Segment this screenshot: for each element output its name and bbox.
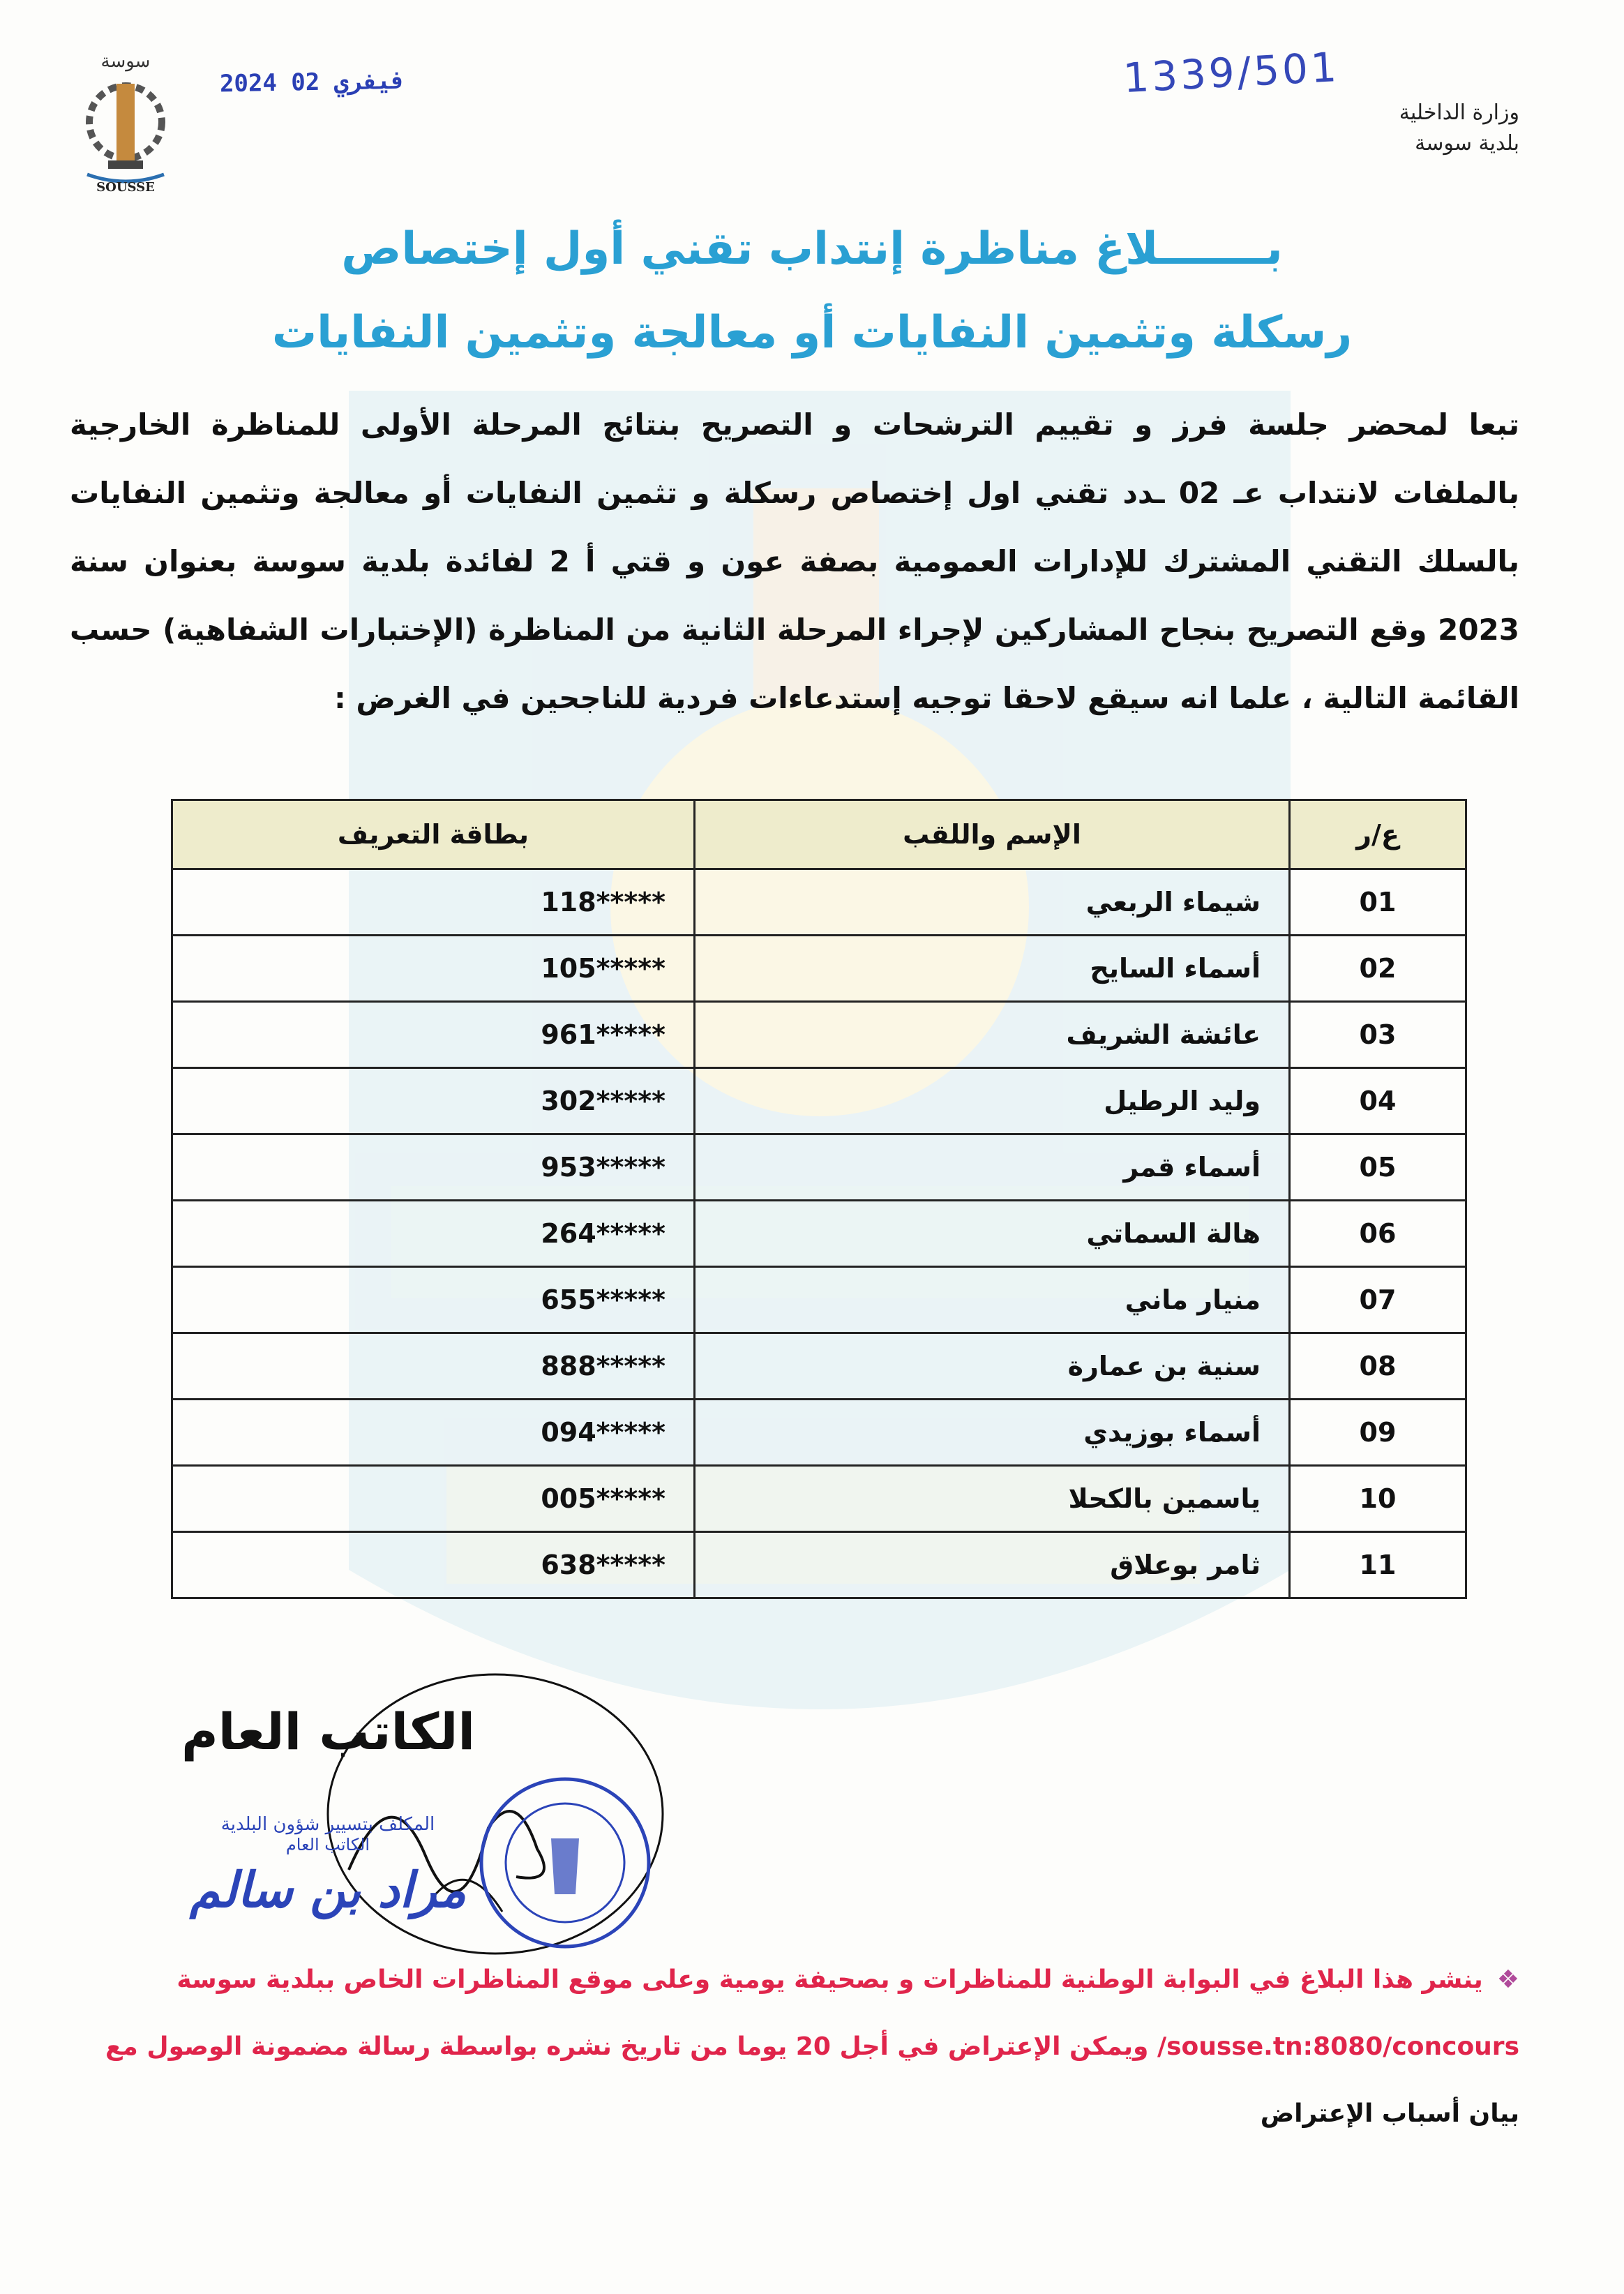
row-number: 04 <box>1290 1068 1466 1134</box>
row-id-card <box>172 936 695 1002</box>
title-line-2: رسكلة وتثمين النفايات أو معالجة وتثمين النفايات <box>271 307 1353 359</box>
announcement-body: تبعا لمحضر جلسة فرز و تقييم الترشحات و التصريح بنتائج المرحلة الأولى للمناظرة الخارجية بالملفات لانتداب عـ 02 ـدد تقني اول إختصاص رسكلة و تثمين النفايات أو معالجة وتثمين النفايات بالسلك التقني المشترك للإدارات العمومية بصفة عون و قتي أ 2 لفائدة بلدية سوسة بعنوان سنة 2023 وقع التصريح بنجاح المشاركين لإجراء المرحلة الثانية من المناظرة (الإختبارات الشفاهية) حسب القائمة التالية ، علما انه سيقع لاحقا توجيه إستدعاءات فردية للناجحين في الغرض : <box>70 407 1520 715</box>
row-id-card <box>172 869 695 936</box>
table-row <box>172 1134 1466 1201</box>
table-row <box>172 1068 1466 1134</box>
ministry-header <box>1399 98 1519 159</box>
logo-text-top: سوسة <box>100 51 151 72</box>
row-number: 11 <box>1290 1532 1466 1598</box>
table-header-row <box>172 800 1466 869</box>
row-name: شيماء الربعي <box>695 869 1290 936</box>
table-row <box>172 1466 1466 1532</box>
row-id-card-value: 655***** <box>541 1284 666 1315</box>
row-id-card-value: 953***** <box>541 1152 666 1183</box>
row-id-card-value: 005***** <box>541 1483 666 1514</box>
row-id-card <box>172 1400 695 1466</box>
publication-notice <box>105 1947 1519 2147</box>
notice-line-2: sousse.tn:8080/concours/ ويمكن الإعتراض في أجل 20 يوما من تاريخ نشره بواسطة رسالة مضمونة الوصول مع <box>105 2032 1519 2061</box>
row-id-card <box>172 1466 695 1532</box>
table-row <box>172 936 1466 1002</box>
signatory-stamp <box>160 1814 495 1919</box>
stamp-line-1: المكلف بتسيير شؤون البلدية <box>220 1814 435 1835</box>
row-id-card-value: 094***** <box>541 1417 666 1448</box>
row-id-card-value: 105***** <box>541 953 666 984</box>
diamond-bullet-icon: ❖ <box>1496 1965 1519 1994</box>
municipality-name: بلدية سوسة <box>1415 131 1519 156</box>
table-row <box>172 869 1466 936</box>
row-number: 09 <box>1290 1400 1466 1466</box>
reference-number: 1339/501 <box>1122 43 1341 103</box>
row-name: وليد الرطيل <box>695 1068 1290 1134</box>
row-id-card <box>172 1201 695 1267</box>
date-stamp: 2024 فيفري 02 <box>219 66 406 98</box>
row-name: أسماء بوزيدي <box>695 1400 1290 1466</box>
row-id-card-value: 638***** <box>541 1550 666 1580</box>
table-row <box>172 1532 1466 1598</box>
ministry-name: وزارة الداخلية <box>1399 100 1519 125</box>
logo-text-bottom: SOUSSE <box>96 180 155 195</box>
table-row <box>172 1267 1466 1333</box>
row-id-card <box>172 1002 695 1068</box>
row-name: عائشة الشريف <box>695 1002 1290 1068</box>
row-name: أسماء قمر <box>695 1134 1290 1201</box>
row-number: 03 <box>1290 1002 1466 1068</box>
title-line-1: بـــــــلاغ مناظرة إنتداب تقني أول إختصاص <box>341 223 1283 275</box>
row-id-card <box>172 1333 695 1400</box>
row-name: هالة السماتي <box>695 1201 1290 1267</box>
signatory-title: الكاتب العام <box>181 1702 476 1761</box>
row-number: 10 <box>1290 1466 1466 1532</box>
table-row <box>172 1400 1466 1466</box>
row-number: 08 <box>1290 1333 1466 1400</box>
row-number: 06 <box>1290 1201 1466 1267</box>
row-id-card-value: 264***** <box>541 1218 666 1249</box>
row-id-card-value: 302***** <box>541 1086 666 1116</box>
results-table <box>171 799 1467 1599</box>
table-row <box>172 1002 1466 1068</box>
notice-line-1-text: ينشر هذا البلاغ في البوابة الوطنية للمناظرات و بصحيفة يومية وعلى موقع المناظرات الخاص ببلدية سوسة <box>176 1965 1483 1994</box>
stamp-line-2: الكاتب العام <box>285 1835 370 1854</box>
row-id-card <box>172 1532 695 1598</box>
row-id-card-value: 961***** <box>541 1019 666 1050</box>
row-number: 07 <box>1290 1267 1466 1333</box>
row-id-card-value: 118***** <box>541 887 666 917</box>
row-id-card <box>172 1068 695 1134</box>
header-name: الإسم واللقب <box>695 800 1290 869</box>
row-id-card <box>172 1134 695 1201</box>
notice-line-1 <box>105 1947 1519 2014</box>
row-name: سنية بن عمارة <box>695 1333 1290 1400</box>
municipality-logo <box>66 42 185 195</box>
header-id-card: بطاقة التعريف <box>172 800 695 869</box>
row-name: ثامر بوعلاق <box>695 1532 1290 1598</box>
row-number: 01 <box>1290 869 1466 936</box>
official-seal <box>474 1772 656 1954</box>
table-row <box>172 1333 1466 1400</box>
table-body <box>172 869 1466 1598</box>
row-id-card-value: 888***** <box>541 1351 666 1381</box>
header-number: ع/ر <box>1290 800 1466 869</box>
table-row <box>172 1201 1466 1267</box>
notice-line-3: بيان أسباب الإعتراض <box>1260 2099 1519 2128</box>
signatory-name: مراد بن سالم <box>189 1861 467 1919</box>
row-number: 02 <box>1290 936 1466 1002</box>
row-name: منيار ماني <box>695 1267 1290 1333</box>
row-number: 05 <box>1290 1134 1466 1201</box>
row-name: أسماء السايح <box>695 936 1290 1002</box>
row-id-card <box>172 1267 695 1333</box>
row-name: ياسمين بالكحلا <box>695 1466 1290 1532</box>
